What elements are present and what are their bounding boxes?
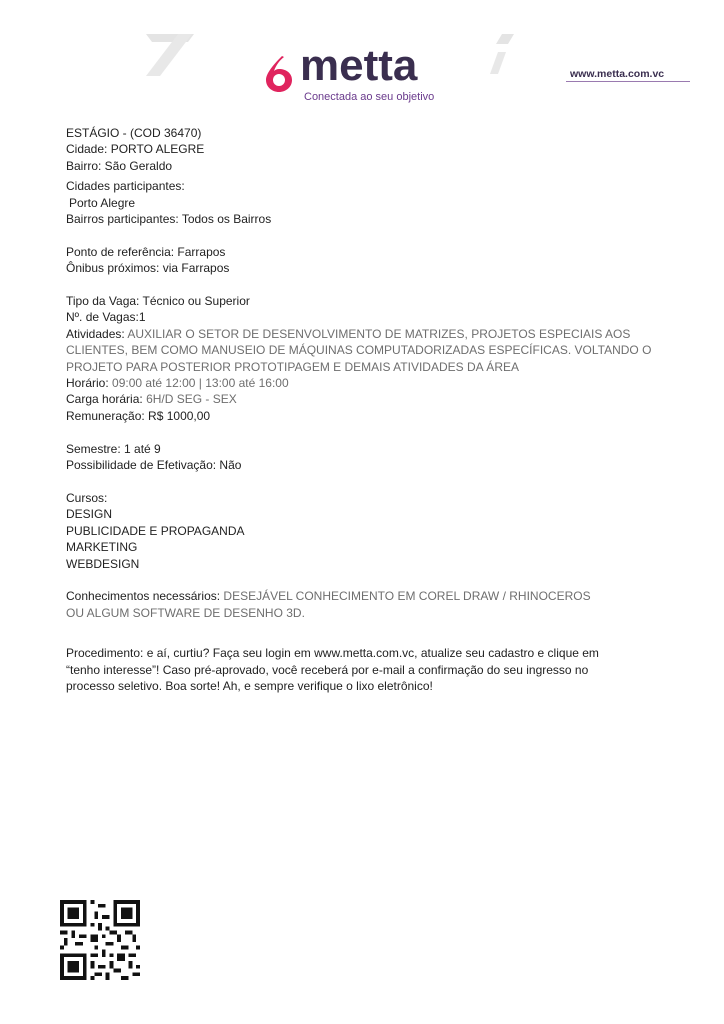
- site-url-link[interactable]: www.metta.com.vc: [570, 68, 665, 80]
- course-item: DESIGN: [66, 507, 113, 522]
- course-item: PUBLICIDADE E PROPAGANDA: [66, 523, 245, 538]
- brand-name: metta: [300, 41, 418, 90]
- schedule-value: 09:00 até 12:00 | 13:00 até 16:00: [112, 376, 289, 391]
- pay: Remuneração: R$ 1000,00: [66, 408, 211, 423]
- page-header: [0, 0, 724, 120]
- metta-logo: [262, 41, 452, 110]
- course-item: MARKETING: [66, 540, 138, 555]
- participating-districts: Bairros participantes: Todos os Bairros: [66, 212, 272, 227]
- job-city: Cidade: PORTO ALEGRE: [66, 142, 205, 157]
- vacancy-type: Tipo da Vaga: Técnico ou Superior: [66, 294, 250, 309]
- url-underline: [566, 81, 690, 82]
- job-district: Bairro: São Geraldo: [66, 158, 173, 173]
- job-listing: [66, 125, 666, 694]
- required-knowledge: [66, 588, 606, 621]
- semester: Semestre: 1 até 9: [66, 441, 161, 456]
- vacancy-count: Nº. de Vagas:1: [66, 310, 146, 325]
- knowledge-label: Conhecimentos necessários:: [66, 589, 221, 604]
- decorative-slash-right-icon: [488, 30, 518, 80]
- metta-drop-icon: [262, 54, 298, 94]
- qr-code-icon: [60, 900, 140, 980]
- schedule-label: Horário:: [66, 376, 109, 391]
- hiring-possibility: Possibilidade de Efetivação: Não: [66, 458, 242, 473]
- activities: [66, 326, 666, 375]
- participating-city: Porto Alegre: [69, 195, 136, 210]
- courses-label: Cursos:: [66, 490, 108, 505]
- job-title: ESTÁGIO - (COD 36470): [66, 126, 202, 140]
- activities-value: AUXILIAR O SETOR DE DESENVOLVIMENTO DE MATRIZES, PROJETOS ESPECIAIS AOS CLIENTES, BEM COMO MANUSEIO DE MÁQUINAS COMPUTADORIZADAS ESPECÍFICAS. VOLTANDO O PROJETO PARA POSTERIOR PROTOTIPAGEM E DEMAIS ATIVIDADES DA ÁREA: [66, 326, 652, 374]
- workload-label: Carga horária:: [66, 392, 143, 407]
- course-item: WEBDESIGN: [66, 556, 140, 571]
- reference-point: Ponto de referência: Farrapos: [66, 244, 226, 259]
- application-procedure: Procedimento: e aí, curtiu? Faça seu login em www.metta.com.vc, atualize seu cadastro e clique em “tenho interesse”! Caso pré-aprovado, você receberá por e-mail a confirmação do seu ingresso no processo seletivo. Boa sorte! Ah, e sempre verifique o lixo eletrônico!: [66, 646, 599, 693]
- schedule: [66, 375, 666, 391]
- participating-cities-label: Cidades participantes:: [66, 179, 185, 194]
- activities-label: Atividades:: [66, 326, 125, 341]
- workload: [66, 391, 666, 407]
- decorative-slash-left-icon: [138, 30, 198, 80]
- knowledge-value: DESEJÁVEL CONHECIMENTO EM COREL DRAW / RHINOCEROS OU ALGUM SOFTWARE DE DESENHO 3D.: [66, 589, 591, 620]
- workload-value: 6H/D SEG - SEX: [146, 392, 237, 407]
- brand-tagline: Conectada ao seu objetivo: [304, 91, 435, 103]
- nearby-buses: Ônibus próximos: via Farrapos: [66, 261, 230, 276]
